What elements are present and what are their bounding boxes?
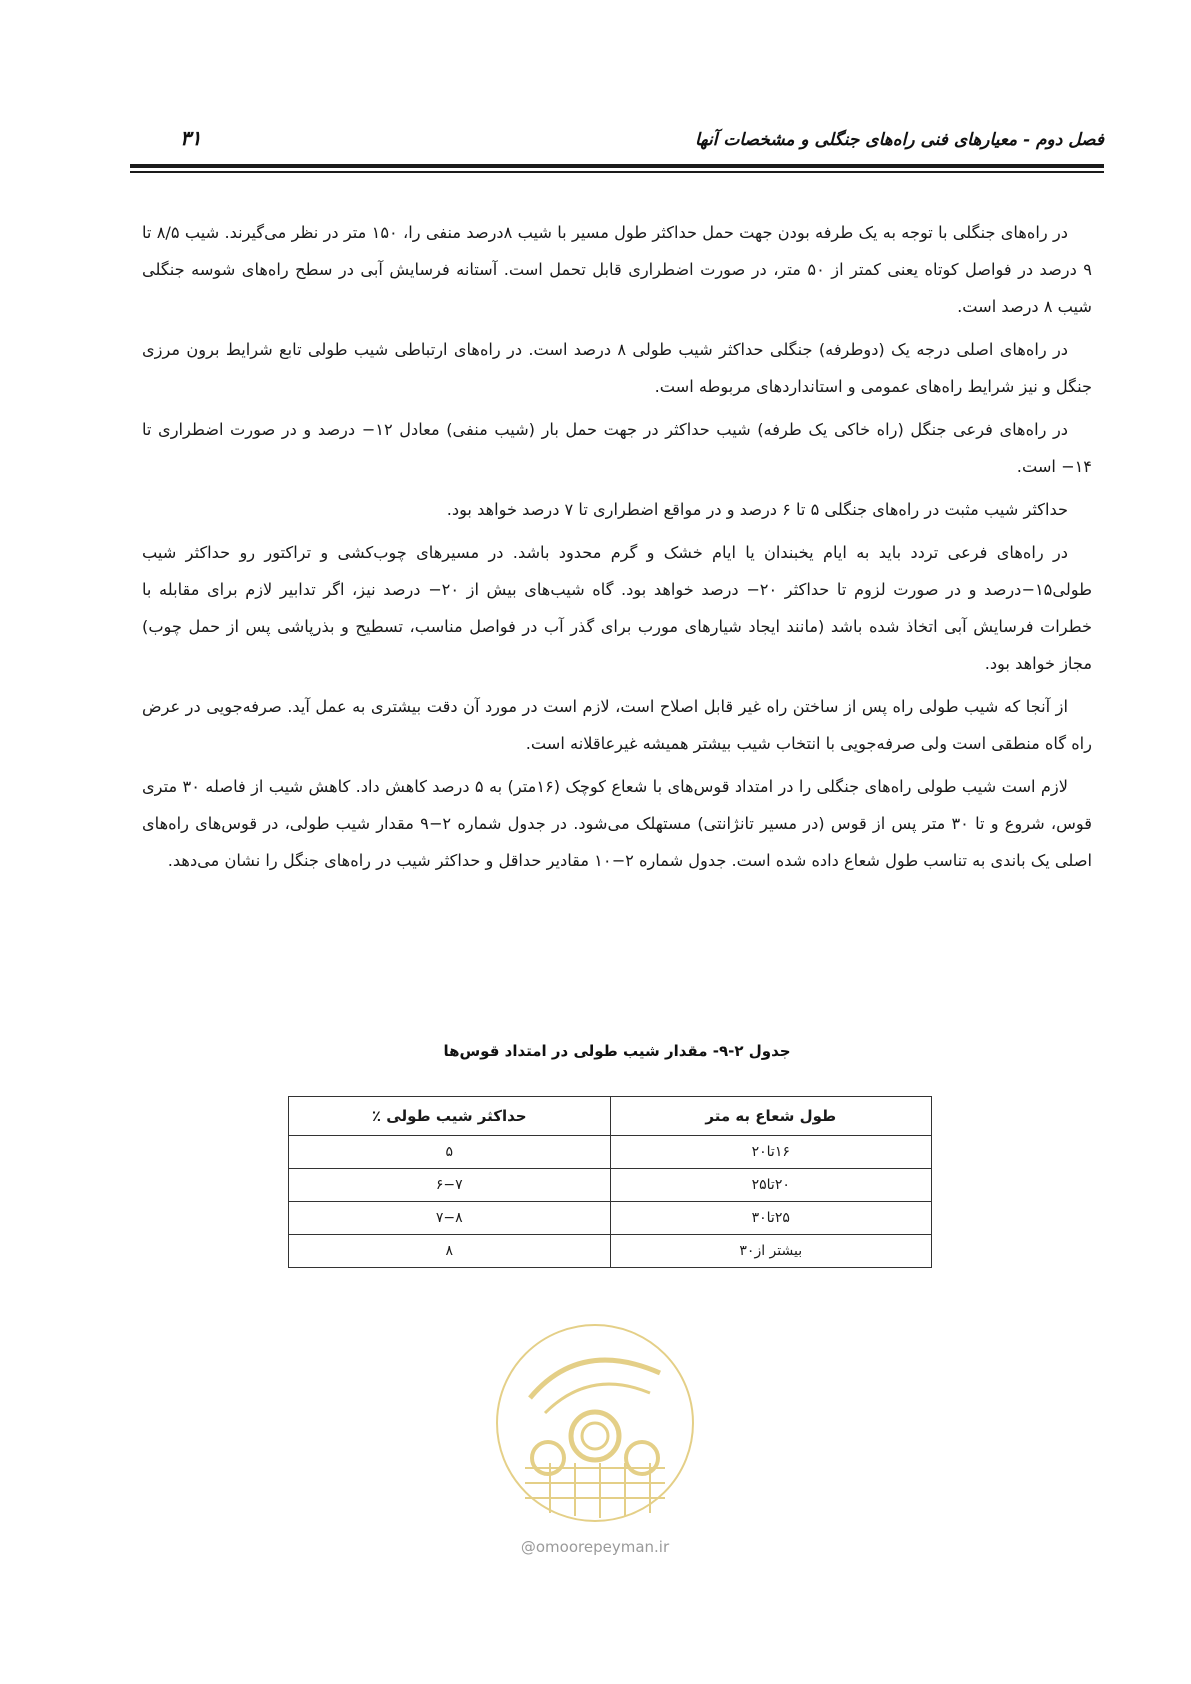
table-row [289,1136,932,1169]
table-cell: بیشتر از۳۰ [610,1235,932,1268]
table-header-row [289,1097,932,1136]
table-row [289,1235,932,1268]
header-rule-thin [130,171,1104,173]
table-cell: ۶−۷ [289,1169,611,1202]
page-header [130,118,1104,162]
table-cell: ۱۶تا۲۰ [610,1136,932,1169]
paragraph: لازم است شیب طولی راه‌های جنگلی را در امتداد قوس‌های با شعاع کوچک (۱۶متر) به ۵ درصد کاهش داد. کاهش شیب از فاصله ۳۰ متری قوس، شروع و تا ۳۰ متر پس از قوس (در مسیر تانژانتی) مستهلک می‌شود. در جدول شماره ۲−۹ مقدار شیب طولی، در قوس‌های راه‌های اصلی یک باندی به تناسب طول شعاع داده شده است. جدول شماره ۲−۱۰ مقادیر حداقل و حداکثر شیب در راه‌های جنگل را نشان می‌دهد. [142,777,1092,870]
slope-table [288,1096,932,1268]
column-header-max-slope: حداکثر شیب طولی ٪ [289,1097,611,1136]
logo-url [490,1538,700,1556]
paragraph: در راه‌های فرعی تردد باید به ایام یخبندان یا ایام خشک و گرم محدود باشد. در مسیرهای چوب‌کشی و تراکتور رو حداکثر شیب طولی۱۵−درصد و در صورت لزوم تا حداکثر ۲۰− درصد خواهد بود. گاه شیب‌های بیش از ۲۰− درصد نیز، اگر تدابیر لازم برای مقابله با خطرات فرسایش آبی اتخاذ شده باشد (مانند ایجاد شیارهای مورب برای گذر آب در فواصل مناسب، تسطیح و بذرپاشی پس از حمل چوب) مجاز خواهد بود. [142,543,1092,673]
table-row [289,1202,932,1235]
omoorepeyman-logo-icon [490,1318,700,1528]
paragraph: از آنجا که شیب طولی راه پس از ساختن راه غیر قابل اصلاح است، لازم است در مورد آن دقت بیشتری به عمل آید. صرفه‌جویی در عرض راه گاه منطقی است ولی صرفه‌جویی با انتخاب شیب بیشتر همیشه غیرعاقلانه است. [142,697,1092,753]
table-caption: جدول ۲-۹- مقدار شیب طولی در امتداد قوس‌ها [443,1042,791,1060]
header-rule-thick [130,164,1104,168]
at-icon: @ [520,1538,536,1556]
table-cell: ۸ [289,1235,611,1268]
table-row [289,1169,932,1202]
table-cell: ۲۰تا۲۵ [610,1169,932,1202]
paragraph: در راه‌های فرعی جنگل (راه خاکی یک طرفه) شیب حداکثر در جهت حمل بار (شیب منفی) معادل ۱۲− درصد و در صورت اضطراری تا ۱۴− است. [142,420,1092,476]
paragraph: در راه‌های اصلی درجه یک (دوطرفه) جنگلی حداکثر شیب طولی ۸ درصد است. در راه‌های ارتباطی شیب طولی تابع شرایط برون مرزی جنگل و نیز شرایط راه‌های عمومی و استانداردهای مربوطه است. [142,340,1092,396]
table-cell: ۷−۸ [289,1202,611,1235]
body-text [142,214,1092,885]
column-header-radius: طول شعاع به متر [610,1097,932,1136]
logo-url-text: omoorepeyman.ir [535,1538,670,1556]
paragraph: در راه‌های جنگلی با توجه به یک طرفه بودن جهت حمل حداکثر طول مسیر با شیب ۸درصد منفی را، ۱۵۰ متر در نظر می‌گیرند. شیب ۸/۵ تا ۹ درصد در فواصل کوتاه یعنی کمتر از ۵۰ متر، در صورت اضطراری قابل تحمل است. آستانه فرسایش آبی در سطح راه‌های شوسه جنگلی شیب ۸ درصد است. [142,223,1092,316]
chapter-title: فصل دوم - معیارهای فنی راه‌های جنگلی و مشخصات آنها [694,130,1104,150]
table-cell: ۲۵تا۳۰ [610,1202,932,1235]
page-number: ۳۱ [180,126,202,150]
paragraph: حداکثر شیب مثبت در راه‌های جنگلی ۵ تا ۶ درصد و در مواقع اضطراری تا ۷ درصد خواهد بود. [446,500,1068,519]
table-cell: ۵ [289,1136,611,1169]
